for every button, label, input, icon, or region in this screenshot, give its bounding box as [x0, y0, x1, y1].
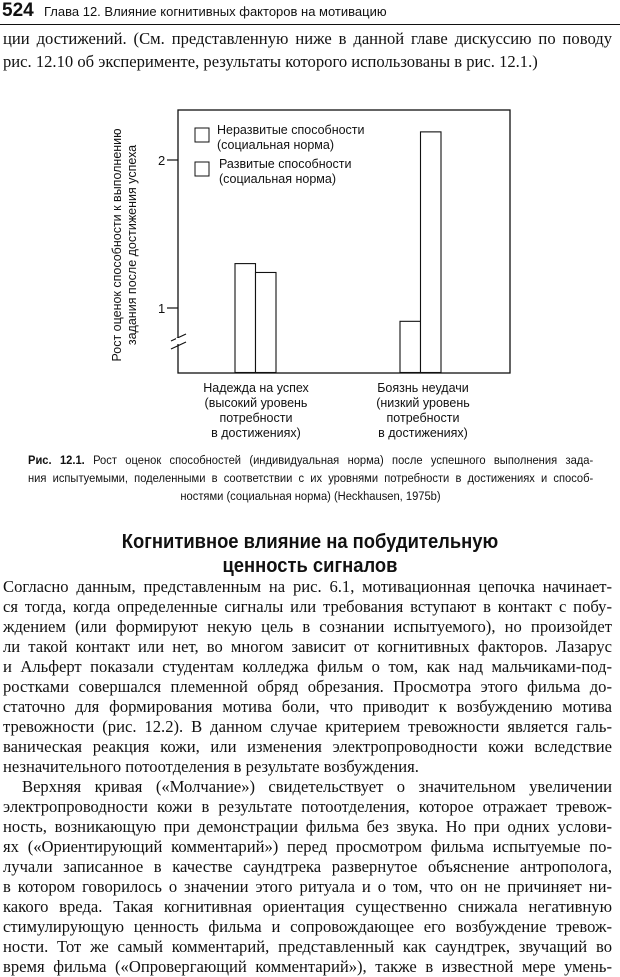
- paragraph-line: незначительного потоотделения в результате возбуждения.: [3, 757, 419, 776]
- x-category-label: в достижениях): [378, 426, 468, 440]
- x-category-label: потребности: [219, 411, 293, 425]
- caption-line: [28, 469, 593, 487]
- paragraph-line: ростками совершался племенной обряд обрезания. Просмотра этого фильма до-: [3, 677, 612, 696]
- paragraph-line: ях («Ориентирующий комментарий») перед просмотром фильма испытуемые по-: [3, 837, 612, 856]
- caption-line: [0, 487, 620, 505]
- paragraph-line: ся тогда, когда определенные сигналы или требования вступают в контакт с побу-: [3, 597, 612, 616]
- paragraph-line: электропроводности кожи в результате потоотделения, которое отражает тревож-: [3, 797, 612, 816]
- caption-text: ния испытуемыми, поделенными в соответствии с их уровнями потребности в достижениях и способ-: [28, 471, 594, 485]
- legend-swatch-developed: [195, 162, 209, 176]
- paragraph-line: и Альферт показали студентам колледжа фильм о том, как над мальчиками-под-: [3, 657, 612, 676]
- bar-undeveloped-hope-of-success: [235, 264, 256, 373]
- page-number: 524: [2, 0, 34, 21]
- bar-developed-hope-of-success: [256, 272, 277, 372]
- x-category-label: (высокий уровень: [204, 396, 308, 410]
- figure-12-1-chart: [0, 0, 620, 445]
- paragraph-line: ждением (или формируют некую цель в сознании испытуемого), но произойдет: [3, 617, 612, 636]
- paragraph-line: статочно для формирования мотива боли, что приводит к возбуждению мотива: [3, 697, 612, 716]
- paragraph-line: стимулирующую ценность фильма и сопровождающее его возбуждение тревож-: [3, 917, 612, 936]
- section-heading-line: Когнитивное влияние на побудительную: [121, 531, 499, 553]
- caption-label: Рис. 12.1.: [28, 453, 85, 467]
- legend-label-developed: Развитые способности: [219, 157, 352, 171]
- paragraph-line: Верхняя кривая («Молчание») свидетельствует о значительном увеличении: [22, 777, 612, 796]
- legend-swatch-undeveloped: [195, 128, 209, 142]
- legend-label-undeveloped: Неразвитые способности: [217, 123, 365, 137]
- paragraph-line: в котором говорилось о значении этого ритуала и о том, что он не причиняет ни-: [3, 877, 612, 896]
- y-axis-label-line-1: Рост оценок способности к выполнению: [110, 128, 124, 362]
- y-tick-label-2: 2: [158, 153, 166, 168]
- x-category-label: (низкий уровень: [376, 396, 470, 410]
- paragraph-line: лучали записанное в качестве саундтрека развернутое объяснение антрополога,: [3, 857, 612, 876]
- x-category-label: Надежда на успех: [203, 381, 309, 395]
- paragraph-line: время фильма («Опровергающий комментарий»), также в известной мере умень-: [3, 957, 612, 976]
- legend-sublabel-undeveloped: (социальная норма): [217, 138, 335, 152]
- bar-developed-fear-of-failure: [421, 132, 442, 373]
- section-heading-line: ценность сигналов: [222, 555, 398, 577]
- y-axis-label-line-2: задания после достижения успеха: [125, 144, 139, 346]
- paragraph-line: тревожности (рис. 12.2). В данном случае критерием тревожности является галь-: [3, 717, 612, 736]
- y-tick-label-1: 1: [158, 301, 166, 316]
- paragraph-line: ваническая реакция кожи, или изменения электропроводности кожи вследствие: [3, 737, 612, 756]
- bar-undeveloped-fear-of-failure: [400, 321, 421, 372]
- intro-line: ции достижений. (См. представленную ниже в данной главе дискуссию по поводу: [3, 29, 612, 48]
- caption-line: [28, 451, 593, 469]
- intro-line: рис. 12.10 об эксперименте, результаты которого использованы в рис. 12.1.): [3, 52, 538, 71]
- x-category-label: Боязнь неудачи: [377, 381, 469, 395]
- paragraph-line: ли такой контакт или нет, во многом зависит от когнитивных факторов. Лазарус: [3, 637, 612, 656]
- caption-text: Рост оценок способностей (индивидуальная норма) после успешного выполнения зада-: [93, 453, 594, 467]
- chapter-title: Глава 12. Влияние когнитивных факторов на мотивацию: [44, 4, 387, 19]
- paragraph-line: ности. Тот же самый комментарий, представленный как саундтрек, звучащий во: [3, 937, 612, 956]
- x-category-label: в достижениях): [211, 426, 301, 440]
- caption-text: ностями (социальная норма) (Heckhausen, 1975b): [180, 489, 441, 503]
- legend-sublabel-developed: (социальная норма): [219, 172, 337, 186]
- paragraph-line: ность, возникающую при демонстрации фильма без звука. Но при одних услови-: [3, 817, 612, 836]
- paragraph-line: какого вреда. Такая когнитивная ориентация существенно снижала негативную: [3, 897, 612, 916]
- paragraph-line: Согласно данным, представленным на рис. 6.1, мотивационная цепочка начинает-: [3, 577, 612, 596]
- x-category-label: потребности: [386, 411, 460, 425]
